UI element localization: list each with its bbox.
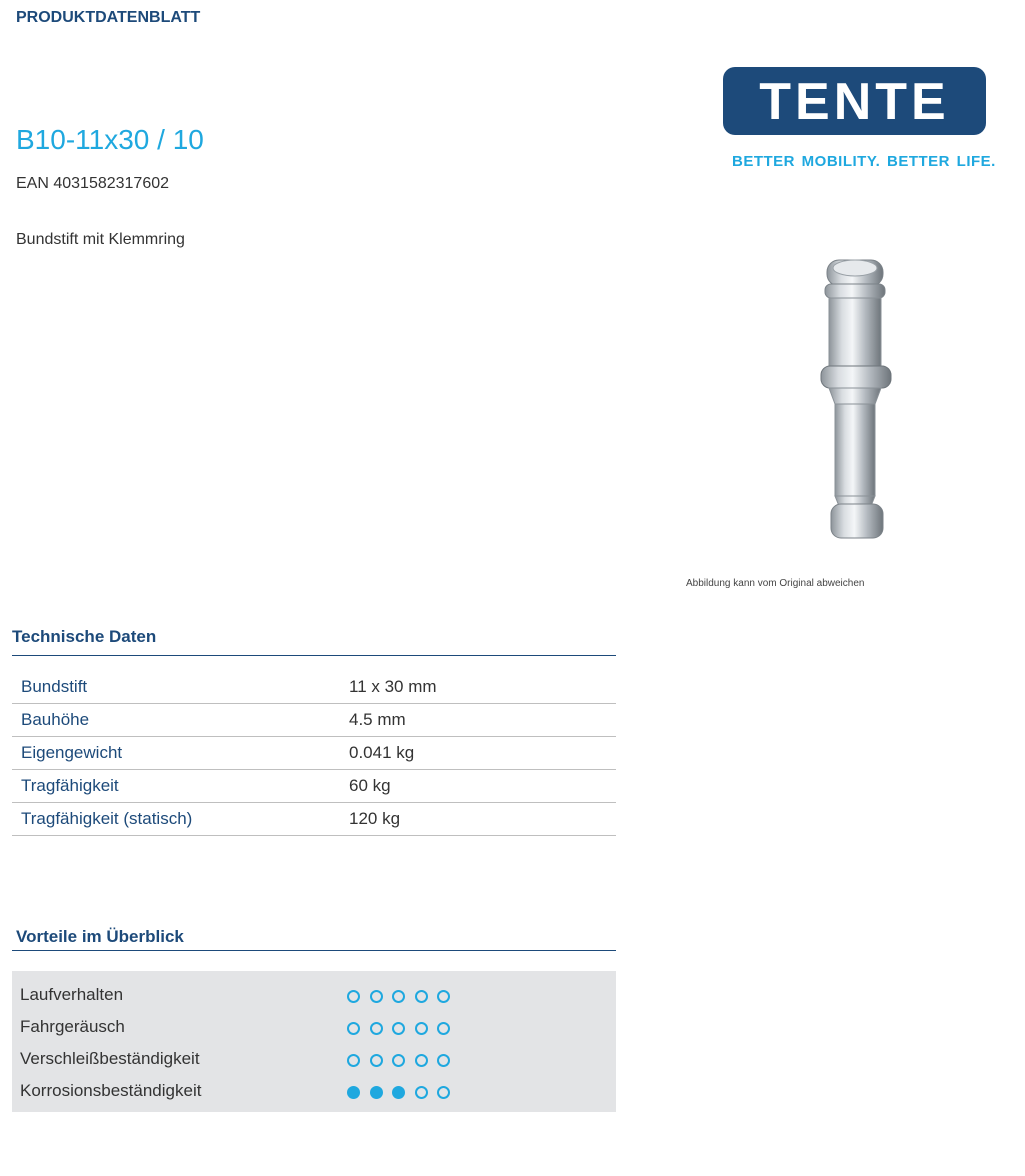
rating-dot-empty bbox=[415, 1022, 428, 1035]
rating-dot-empty bbox=[370, 990, 383, 1003]
rating-dot-empty bbox=[437, 1054, 450, 1067]
rating-dot-empty bbox=[392, 1022, 405, 1035]
rating-dot-filled bbox=[347, 1086, 360, 1099]
tech-value: 11 x 30 mm bbox=[349, 677, 437, 696]
advantages-panel bbox=[12, 971, 616, 1112]
advantage-label: Fahrgeräusch bbox=[20, 1017, 125, 1036]
table-row bbox=[12, 704, 616, 737]
advantage-row bbox=[12, 1076, 616, 1108]
advantages-section-title: Vorteile im Überblick bbox=[16, 927, 184, 946]
rating-dot-empty bbox=[437, 1022, 450, 1035]
tech-value: 4.5 mm bbox=[349, 710, 406, 729]
table-row bbox=[12, 803, 616, 836]
table-row bbox=[12, 737, 616, 770]
brand-logo-text: TENTE bbox=[759, 73, 950, 131]
rating-dot-empty bbox=[415, 1054, 428, 1067]
advantage-label: Verschleißbeständigkeit bbox=[20, 1049, 200, 1068]
tech-value: 0.041 kg bbox=[349, 743, 415, 762]
rating-dot-empty bbox=[415, 990, 428, 1003]
advantage-row bbox=[12, 980, 616, 1012]
tech-label: Bundstift bbox=[21, 677, 88, 696]
rating-dot-empty bbox=[347, 1022, 360, 1035]
table-row bbox=[12, 671, 616, 704]
rating-dot-empty bbox=[415, 1086, 428, 1099]
rating-dot-empty bbox=[347, 990, 360, 1003]
tech-label: Bauhöhe bbox=[21, 710, 90, 729]
rating-dot-filled bbox=[370, 1086, 383, 1099]
product-image bbox=[815, 258, 895, 542]
rating-dot-empty bbox=[437, 990, 450, 1003]
brand-tagline: BETTER MOBILITY. BETTER LIFE. bbox=[732, 153, 996, 170]
rating-dot-empty bbox=[370, 1022, 383, 1035]
advantage-row bbox=[12, 1044, 616, 1076]
rating-dot-empty bbox=[392, 990, 405, 1003]
tech-value: 60 kg bbox=[349, 776, 391, 795]
document-label: PRODUKTDATENBLATT bbox=[16, 9, 201, 26]
product-title: B10-11x30 / 10 bbox=[16, 124, 204, 155]
tech-label: Eigengewicht bbox=[21, 743, 123, 762]
tech-label: Tragfähigkeit (statisch) bbox=[21, 809, 193, 828]
advantage-label: Korrosionsbeständigkeit bbox=[20, 1081, 202, 1100]
rating-dot-empty bbox=[347, 1054, 360, 1067]
table-row bbox=[12, 770, 616, 803]
technical-table bbox=[12, 671, 616, 836]
rating-dot-empty bbox=[370, 1054, 383, 1067]
technical-section-rule bbox=[12, 655, 616, 656]
advantage-label: Laufverhalten bbox=[20, 985, 124, 1004]
rating-dot-empty bbox=[437, 1086, 450, 1099]
brand-logo bbox=[723, 67, 986, 135]
advantage-row bbox=[12, 1012, 616, 1044]
technical-section-title: Technische Daten bbox=[12, 627, 157, 646]
advantages-section-rule bbox=[12, 950, 616, 951]
rating-dot-empty bbox=[392, 1054, 405, 1067]
tech-label: Tragfähigkeit bbox=[21, 776, 119, 795]
image-caption: Abbildung kann vom Original abweichen bbox=[686, 578, 865, 589]
product-ean: EAN 4031582317602 bbox=[16, 175, 170, 192]
tech-value: 120 kg bbox=[349, 809, 401, 828]
rating-dot-filled bbox=[392, 1086, 405, 1099]
product-description: Bundstift mit Klemmring bbox=[16, 231, 185, 248]
